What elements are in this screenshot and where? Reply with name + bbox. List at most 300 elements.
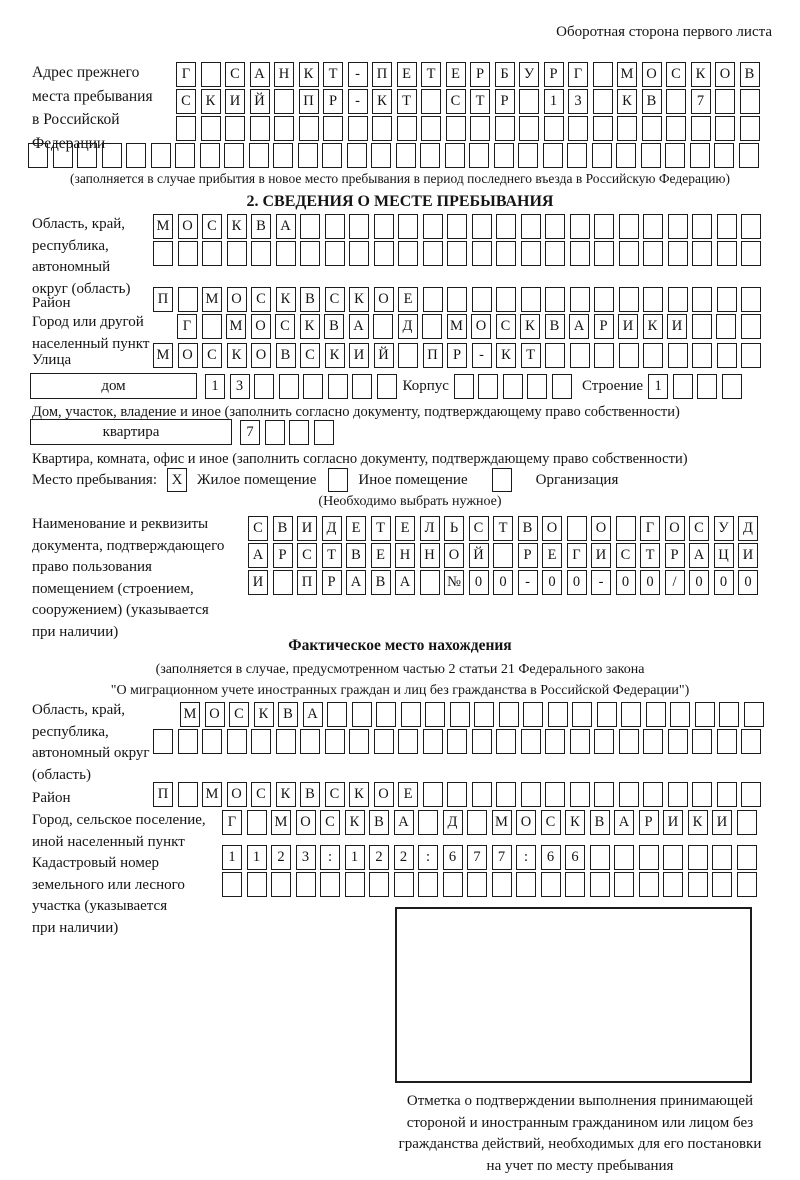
organization-checkbox: [492, 468, 512, 492]
char-box: [521, 241, 541, 266]
char-box: В: [276, 343, 296, 368]
korpus-label: Корпус: [402, 377, 449, 394]
char-box: [521, 214, 541, 239]
char-box: [322, 143, 342, 168]
char-box: 0: [738, 570, 758, 595]
char-box: [467, 872, 487, 897]
char-box: В: [300, 782, 320, 807]
char-box: [643, 343, 663, 368]
char-box: [227, 241, 247, 266]
char-box: [201, 62, 221, 87]
organization-label: Организация: [535, 471, 619, 488]
char-box: [572, 702, 592, 727]
char-box: [469, 143, 489, 168]
char-box: [496, 729, 516, 754]
char-box: [668, 241, 688, 266]
char-box: [741, 314, 761, 339]
char-box: А: [303, 702, 323, 727]
document-label: [32, 514, 224, 643]
char-box: -: [348, 89, 368, 114]
stroenie-label: Строение: [581, 377, 644, 394]
char-box: [692, 343, 712, 368]
char-box: Р: [544, 62, 564, 87]
char-box: [349, 729, 369, 754]
char-box: [523, 702, 543, 727]
korpus-row: [454, 374, 572, 399]
label-line: населенный пункт: [32, 335, 150, 352]
char-box: [420, 143, 440, 168]
char-box: С: [229, 702, 249, 727]
district-label: Район: [32, 295, 71, 311]
char-box: [443, 872, 463, 897]
char-box: Т: [493, 516, 513, 541]
char-box: И: [349, 343, 369, 368]
char-box: Т: [397, 89, 417, 114]
char-box: [717, 214, 737, 239]
char-box: О: [374, 782, 394, 807]
char-box: [570, 241, 590, 266]
char-box: П: [423, 343, 443, 368]
char-box: [643, 214, 663, 239]
char-box: [570, 782, 590, 807]
char-box: [102, 143, 122, 168]
char-box: [673, 374, 693, 399]
char-box: Б: [495, 62, 515, 87]
char-box: [590, 872, 610, 897]
char-box: [345, 872, 365, 897]
char-box: 7: [467, 845, 487, 870]
char-box: К: [299, 62, 319, 87]
char-box: [594, 287, 614, 312]
char-box: Т: [323, 62, 343, 87]
char-box: К: [691, 62, 711, 87]
apartment-row: [30, 419, 334, 445]
char-box: Г: [568, 62, 588, 87]
char-box: [225, 116, 245, 141]
char-box: [418, 810, 438, 835]
char-box: О: [178, 214, 198, 239]
prev-address-row-3: [176, 116, 760, 141]
label-line: Федерации: [32, 134, 106, 152]
char-box: 7: [240, 420, 260, 445]
label-line: округ (область): [32, 280, 131, 297]
label-line: участка (указывается: [32, 898, 168, 914]
char-box: [303, 374, 323, 399]
char-box: Т: [640, 543, 660, 568]
char-box: К: [254, 702, 274, 727]
cadastre-row-1: [222, 845, 757, 870]
char-box: [621, 702, 641, 727]
char-box: [276, 729, 296, 754]
char-box: [323, 116, 343, 141]
char-box: К: [520, 314, 540, 339]
prev-address-grid: [176, 62, 760, 143]
char-box: [692, 287, 712, 312]
char-box: [548, 702, 568, 727]
residential-label: Жилое помещение: [197, 471, 317, 488]
char-box: [666, 89, 686, 114]
char-box: [247, 872, 267, 897]
char-box: К: [300, 314, 320, 339]
char-box: [496, 214, 516, 239]
apartment-type-box: квартира: [30, 419, 232, 445]
char-box: К: [372, 89, 392, 114]
char-box: [250, 116, 270, 141]
char-box: [619, 241, 639, 266]
char-box: [178, 729, 198, 754]
char-box: И: [712, 810, 732, 835]
char-box: [202, 729, 222, 754]
char-box: [593, 116, 613, 141]
char-box: [467, 810, 487, 835]
city-label: [32, 312, 149, 355]
char-box: Д: [398, 314, 418, 339]
char-box: [296, 872, 316, 897]
char-box: [300, 214, 320, 239]
actual-location-note-1: (заполняется в случае, предусмотренном частью 2 статьи 21 Федерального закона: [155, 662, 645, 677]
char-box: [593, 89, 613, 114]
char-box: [692, 241, 712, 266]
char-box: К: [565, 810, 585, 835]
char-box: [352, 374, 372, 399]
char-box: [597, 702, 617, 727]
char-box: [450, 702, 470, 727]
char-box: [374, 214, 394, 239]
house-note: Дом, участок, владение и иное (заполнить согласно документу, подтверждающему право собственности): [32, 404, 680, 420]
char-box: О: [715, 62, 735, 87]
char-box: [202, 314, 222, 339]
char-box: И: [618, 314, 638, 339]
house-type-box: дом: [30, 373, 197, 399]
char-box: 0: [616, 570, 636, 595]
char-box: [251, 729, 271, 754]
char-box: К: [227, 343, 247, 368]
char-box: К: [617, 89, 637, 114]
label-line: стороной и иностранным гражданином или лицом без: [406, 1114, 754, 1131]
char-box: [545, 343, 565, 368]
char-box: [692, 314, 712, 339]
char-box: Е: [446, 62, 466, 87]
char-box: [274, 116, 294, 141]
char-box: В: [740, 62, 760, 87]
char-box: [712, 845, 732, 870]
char-box: Г: [567, 543, 587, 568]
city-row: [177, 314, 761, 339]
char-box: [668, 782, 688, 807]
char-box: М: [202, 287, 222, 312]
char-box: В: [545, 314, 565, 339]
char-box: [251, 241, 271, 266]
char-box: А: [395, 570, 415, 595]
stay-type-label: Место пребывания:: [32, 471, 157, 488]
stay-type-row: [32, 468, 618, 492]
char-box: Т: [470, 89, 490, 114]
char-box: [717, 343, 737, 368]
char-box: [447, 214, 467, 239]
page-header-note: Оборотная сторона первого листа: [556, 24, 772, 40]
char-box: [377, 374, 397, 399]
char-box: [222, 872, 242, 897]
char-box: [663, 872, 683, 897]
char-box: И: [663, 810, 683, 835]
char-box: [300, 241, 320, 266]
char-box: Д: [443, 810, 463, 835]
char-box: О: [205, 702, 225, 727]
char-box: Р: [447, 343, 467, 368]
char-box: 1: [648, 374, 668, 399]
region-label: [32, 214, 130, 300]
char-box: [570, 343, 590, 368]
char-box: О: [251, 343, 271, 368]
char-box: П: [153, 287, 173, 312]
actual-location-note-2: "О миграционном учете иностранных граждан и лиц без гражданства в Российской Федерации"): [110, 683, 690, 698]
char-box: [314, 420, 334, 445]
char-box: С: [616, 543, 636, 568]
char-box: [496, 782, 516, 807]
char-box: :: [516, 845, 536, 870]
char-box: [545, 729, 565, 754]
char-box: [201, 116, 221, 141]
char-box: [472, 214, 492, 239]
char-box: В: [251, 214, 271, 239]
label-line: на учет по месту пребывания: [486, 1157, 674, 1174]
char-box: [616, 143, 636, 168]
char-box: [376, 702, 396, 727]
house-row: [30, 373, 742, 399]
char-box: 1: [205, 374, 225, 399]
char-box: 2: [394, 845, 414, 870]
char-box: [425, 702, 445, 727]
char-box: №: [444, 570, 464, 595]
char-box: [374, 729, 394, 754]
char-box: [639, 872, 659, 897]
char-box: Е: [398, 287, 418, 312]
char-box: [668, 287, 688, 312]
char-box: Е: [542, 543, 562, 568]
char-box: [692, 782, 712, 807]
actual-city-row: [222, 810, 757, 835]
house-number-row: [205, 374, 397, 399]
char-box: К: [349, 782, 369, 807]
char-box: И: [591, 543, 611, 568]
char-box: Й: [374, 343, 394, 368]
char-box: 3: [230, 374, 250, 399]
char-box: [454, 374, 474, 399]
char-box: К: [276, 287, 296, 312]
char-box: О: [591, 516, 611, 541]
char-box: [478, 374, 498, 399]
char-box: [641, 143, 661, 168]
label-line: документа, подтверждающего: [32, 537, 225, 554]
char-box: [741, 241, 761, 266]
char-box: Г: [177, 314, 197, 339]
char-box: [493, 543, 513, 568]
char-box: [594, 782, 614, 807]
char-box: [420, 570, 440, 595]
label-line: Город или другой: [32, 314, 144, 330]
char-box: [495, 116, 515, 141]
char-box: [643, 729, 663, 754]
char-box: [614, 845, 634, 870]
char-box: [594, 214, 614, 239]
char-box: С: [325, 287, 345, 312]
char-box: [668, 214, 688, 239]
char-box: [739, 143, 759, 168]
char-box: [741, 214, 761, 239]
region-grid: [153, 214, 761, 268]
char-box: [300, 729, 320, 754]
confirmation-stamp-box: [395, 907, 752, 1083]
char-box: [247, 810, 267, 835]
char-box: А: [248, 543, 268, 568]
char-box: Й: [250, 89, 270, 114]
char-box: [619, 214, 639, 239]
char-box: [28, 143, 48, 168]
char-box: [298, 143, 318, 168]
char-box: Е: [395, 516, 415, 541]
char-box: [668, 343, 688, 368]
char-box: К: [325, 343, 345, 368]
char-box: [153, 241, 173, 266]
char-box: В: [300, 287, 320, 312]
char-box: [715, 89, 735, 114]
char-box: [695, 702, 715, 727]
char-box: [592, 143, 612, 168]
char-box: Т: [421, 62, 441, 87]
char-box: В: [346, 543, 366, 568]
char-box: [568, 116, 588, 141]
char-box: [423, 729, 443, 754]
char-box: 2: [369, 845, 389, 870]
char-box: Е: [346, 516, 366, 541]
document-row-3: [248, 570, 758, 595]
char-box: [421, 116, 441, 141]
char-box: [374, 241, 394, 266]
char-box: [348, 116, 368, 141]
char-box: 0: [469, 570, 489, 595]
label-line: помещением (строением,: [32, 580, 194, 597]
char-box: Р: [273, 543, 293, 568]
char-box: В: [278, 702, 298, 727]
char-box: [565, 872, 585, 897]
char-box: [688, 845, 708, 870]
char-box: [273, 143, 293, 168]
label-line: при наличии): [32, 919, 119, 936]
char-box: [616, 516, 636, 541]
char-box: [714, 143, 734, 168]
char-box: [398, 729, 418, 754]
char-box: [77, 143, 97, 168]
char-box: О: [542, 516, 562, 541]
document-grid: [248, 516, 758, 597]
label-line: места пребывания: [32, 87, 153, 105]
char-box: [398, 241, 418, 266]
char-box: [398, 343, 418, 368]
char-box: [544, 116, 564, 141]
char-box: С: [325, 782, 345, 807]
char-box: И: [667, 314, 687, 339]
char-box: К: [496, 343, 516, 368]
char-box: [422, 314, 442, 339]
char-box: :: [320, 845, 340, 870]
char-box: [519, 116, 539, 141]
char-box: [328, 374, 348, 399]
char-box: [175, 143, 195, 168]
apartment-note: Квартира, комната, офис и иное (заполнить согласно документу, подтверждающему право собственности): [32, 451, 688, 467]
char-box: [646, 702, 666, 727]
char-box: [274, 89, 294, 114]
char-box: [373, 314, 393, 339]
other-premises-label: Иное помещение: [358, 471, 468, 488]
char-box: [697, 374, 717, 399]
char-box: Р: [322, 570, 342, 595]
char-box: [249, 143, 269, 168]
char-box: П: [372, 62, 392, 87]
char-box: [740, 89, 760, 114]
char-box: В: [590, 810, 610, 835]
char-box: [496, 241, 516, 266]
char-box: [719, 702, 739, 727]
actual-region-row-1: [180, 702, 764, 727]
char-box: [521, 287, 541, 312]
char-box: [394, 872, 414, 897]
char-box: О: [178, 343, 198, 368]
char-box: Т: [521, 343, 541, 368]
prev-address-note: (заполняется в случае прибытия в новое место пребывания в период последнего въезда в Российскую Федерацию): [69, 171, 731, 186]
char-box: С: [320, 810, 340, 835]
char-box: [594, 729, 614, 754]
char-box: [737, 810, 757, 835]
label-line: Область, край,: [32, 702, 126, 718]
char-box: [617, 116, 637, 141]
char-box: 1: [345, 845, 365, 870]
char-box: Г: [222, 810, 242, 835]
section2-title: 2. СВЕДЕНИЯ О МЕСТЕ ПРЕБЫВАНИЯ: [246, 193, 554, 210]
char-box: О: [444, 543, 464, 568]
char-box: О: [227, 782, 247, 807]
char-box: Н: [395, 543, 415, 568]
document-row-1: [248, 516, 758, 541]
char-box: В: [371, 570, 391, 595]
char-box: [722, 374, 742, 399]
char-box: 7: [691, 89, 711, 114]
region-row-1: [153, 214, 761, 239]
char-box: [690, 143, 710, 168]
char-box: К: [276, 782, 296, 807]
char-box: [668, 729, 688, 754]
char-box: О: [251, 314, 271, 339]
char-box: 1: [544, 89, 564, 114]
char-box: И: [738, 543, 758, 568]
cadastre-label: [32, 853, 185, 939]
label-line: в Российской: [32, 111, 120, 128]
label-line: республика,: [32, 723, 109, 740]
char-box: [527, 374, 547, 399]
char-box: :: [418, 845, 438, 870]
char-box: А: [250, 62, 270, 87]
char-box: [666, 116, 686, 141]
char-box: [741, 782, 761, 807]
char-box: [665, 143, 685, 168]
char-box: [423, 241, 443, 266]
label-line: (область): [32, 766, 91, 783]
char-box: [545, 782, 565, 807]
char-box: [663, 845, 683, 870]
char-box: У: [714, 516, 734, 541]
char-box: [418, 872, 438, 897]
char-box: [396, 143, 416, 168]
char-box: М: [153, 214, 173, 239]
